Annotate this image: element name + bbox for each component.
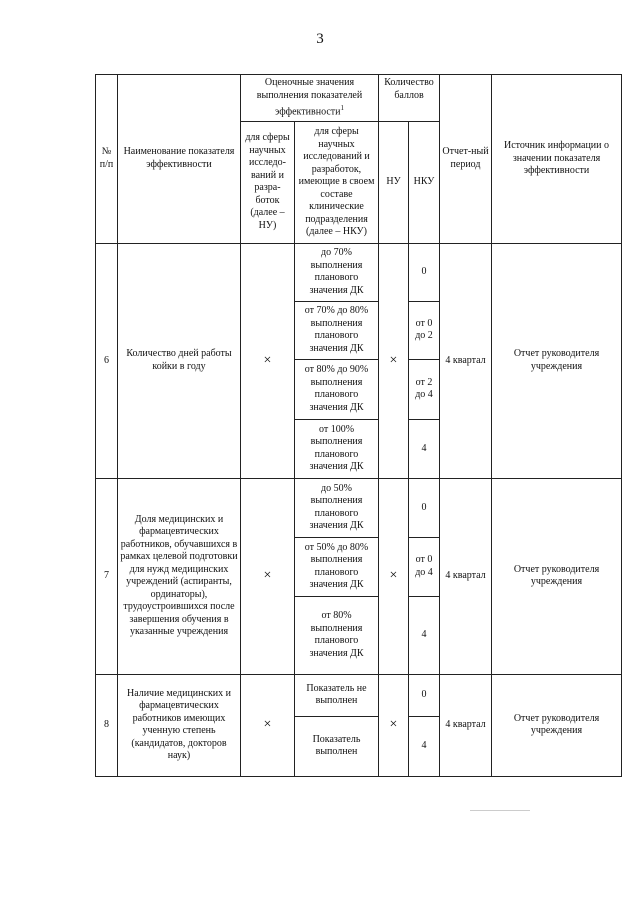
row-period: 4 квартал bbox=[440, 243, 492, 478]
header-group-values bbox=[241, 75, 379, 122]
row-source: Отчет руководителя учреждения bbox=[492, 674, 622, 776]
header-num: № п/п bbox=[96, 75, 118, 244]
row-name: Доля медицинских и фармацевтических работников, обучавшихся в рамках целевой подготовки для нужд медицинских учреждений (аспиранты, ординаторы), трудоустроившихся после завершения обучения в указанные учреждения bbox=[118, 478, 241, 674]
footnote-mark: 1 bbox=[340, 104, 344, 112]
sub-value: Показатель не выполнен bbox=[295, 674, 379, 716]
nu-cross-mark: × bbox=[241, 243, 295, 478]
header-source: Источник информации о значении показателя эффективности bbox=[492, 75, 622, 244]
points-nu-cross-mark: × bbox=[379, 674, 409, 776]
header-name: Наименование показателя эффективности bbox=[118, 75, 241, 244]
sub-value: Показатель выполнен bbox=[295, 716, 379, 776]
nu-cross-mark: × bbox=[241, 674, 295, 776]
sub-points: 0 bbox=[409, 478, 440, 537]
table-row bbox=[96, 478, 622, 537]
sub-value: до 70% выполнения планового значения ДК bbox=[295, 243, 379, 301]
header-group-values-text: Оценочные значения выполнения показателей эффективности bbox=[256, 77, 363, 118]
row-period: 4 квартал bbox=[440, 674, 492, 776]
sub-value: от 50% до 80% выполнения планового значения ДК bbox=[295, 537, 379, 596]
sub-value: от 80% выполнения планового значения ДК bbox=[295, 596, 379, 674]
sub-points: от 2 до 4 bbox=[409, 359, 440, 419]
efficiency-table bbox=[95, 74, 622, 777]
header-nu: для сферы научных исследо-ваний и разра-боток (далее – НУ) bbox=[241, 121, 295, 243]
table-row bbox=[96, 674, 622, 716]
row-num: 6 bbox=[96, 243, 118, 478]
scan-artifact-line bbox=[470, 810, 530, 811]
header-row-1 bbox=[96, 75, 622, 122]
sub-points: 4 bbox=[409, 596, 440, 674]
sub-points: 4 bbox=[409, 419, 440, 478]
header-period: Отчет-ный период bbox=[440, 75, 492, 244]
header-nku: для сферы научных исследований и разработок, имеющие в своем составе клинические подразделения (далее – НКУ) bbox=[295, 121, 379, 243]
table-row bbox=[96, 243, 622, 301]
row-source: Отчет руководителя учреждения bbox=[492, 243, 622, 478]
page-number: 3 bbox=[316, 31, 324, 47]
header-points-nku: НКУ bbox=[409, 121, 440, 243]
row-num: 7 bbox=[96, 478, 118, 674]
sub-value: до 50% выполнения планового значения ДК bbox=[295, 478, 379, 537]
header-points-nu: НУ bbox=[379, 121, 409, 243]
sub-points: 0 bbox=[409, 243, 440, 301]
sub-value: от 80% до 90% выполнения планового значения ДК bbox=[295, 359, 379, 419]
row-num: 8 bbox=[96, 674, 118, 776]
row-source: Отчет руководителя учреждения bbox=[492, 478, 622, 674]
sub-value: от 100% выполнения планового значения ДК bbox=[295, 419, 379, 478]
row-period: 4 квартал bbox=[440, 478, 492, 674]
row-name: Количество дней работы койки в году bbox=[118, 243, 241, 478]
points-nu-cross-mark: × bbox=[379, 478, 409, 674]
sub-value: от 70% до 80% выполнения планового значения ДК bbox=[295, 301, 379, 359]
sub-points: от 0 до 4 bbox=[409, 537, 440, 596]
sub-points: 0 bbox=[409, 674, 440, 716]
nu-cross-mark: × bbox=[241, 478, 295, 674]
row-name: Наличие медицинских и фармацевтических работников имеющих ученную степень (кандидатов, докторов наук) bbox=[118, 674, 241, 776]
points-nu-cross-mark: × bbox=[379, 243, 409, 478]
sub-points: 4 bbox=[409, 716, 440, 776]
sub-points: от 0 до 2 bbox=[409, 301, 440, 359]
header-group-points: Количество баллов bbox=[379, 75, 440, 122]
